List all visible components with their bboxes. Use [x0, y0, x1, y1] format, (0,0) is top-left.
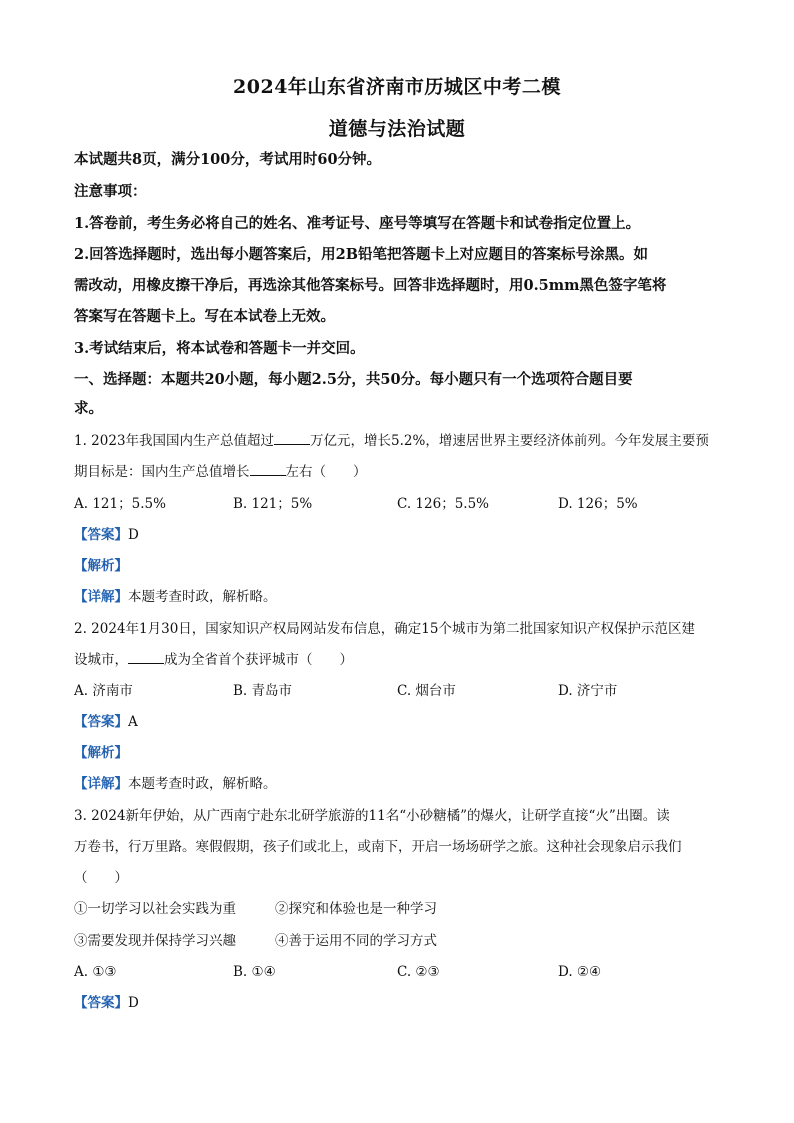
question-3-answer	[74, 993, 724, 1013]
notice-item-2-line-2: 需改动，用橡皮擦干净后，再选涂其他答案标号。回答非选择题时，用0.5mm黑色签字笔将	[74, 277, 667, 294]
detail-tag: 【详解】	[74, 589, 128, 605]
detail-text: 本题考查时政，解析略。	[128, 776, 277, 792]
question-1-option-c: C. 126；5.5%	[397, 496, 489, 512]
question-3-statement-4: ④善于运用不同的学习方式	[275, 933, 437, 949]
question-3-line-2: 万卷书，行万里路。寒假假期，孩子们或北上，或南下，开启一场场研学之旅。这种社会现象启示我们	[74, 839, 682, 855]
answer-value: D	[128, 527, 139, 543]
answer-blank	[274, 432, 310, 445]
question-2-option-c: C. 烟台市	[397, 683, 456, 699]
question-3-option-b: B. ①④	[233, 964, 276, 980]
answer-tag: 【答案】	[74, 527, 128, 543]
answer-tag: 【答案】	[74, 714, 128, 730]
section-heading-line-2: 求。	[74, 400, 103, 417]
question-2-text-b: 成为全省首个获评城市（ ）	[164, 652, 353, 668]
question-1-answer	[74, 525, 724, 545]
question-3-statement-3: ③需要发现并保持学习兴趣	[74, 933, 236, 949]
question-3-line-3: （ ）	[74, 870, 128, 886]
question-1-text-a: 1. 2023年我国国内生产总值超过	[74, 433, 275, 449]
question-2-option-d: D. 济宁市	[558, 683, 618, 699]
question-2-line-2	[74, 650, 724, 670]
question-3-option-a: A. ①③	[74, 964, 117, 980]
exam-subtitle: 道德与法治试题	[328, 118, 466, 140]
question-3-statement-1: ①一切学习以社会实践为重	[74, 901, 236, 917]
question-1-detail	[74, 587, 724, 607]
answer-blank	[128, 651, 164, 664]
question-3-line-1: 3. 2024新年伊始，从广西南宁赴东北研学旅游的11名“小砂糖橘”的爆火，让研学直接“火”出圈。读	[74, 808, 670, 824]
question-2-option-a: A. 济南市	[74, 683, 133, 699]
notice-item-3: 3.考试结束后，将本试卷和答题卡一并交回。	[74, 340, 365, 357]
question-2-answer	[74, 712, 724, 732]
question-2-detail	[74, 774, 724, 794]
question-3-statement-2: ②探究和体验也是一种学习	[275, 901, 437, 917]
answer-tag: 【答案】	[74, 995, 128, 1011]
question-1-text-b: 万亿元，增长5.2%，增速居世界主要经济体前列。今年发展主要预	[310, 433, 709, 449]
question-1-text-d: 左右（ ）	[285, 464, 367, 480]
question-2-option-b: B. 青岛市	[233, 683, 293, 699]
exam-info: 本试题共8页，满分100分，考试用时60分钟。	[74, 151, 382, 168]
notice-heading: 注意事项：	[74, 183, 147, 200]
detail-text: 本题考查时政，解析略。	[128, 589, 277, 605]
question-1-analysis	[74, 556, 724, 576]
question-2-analysis	[74, 743, 724, 763]
detail-tag: 【详解】	[74, 776, 128, 792]
question-3-option-c: C. ②③	[397, 964, 440, 980]
question-2-line-1: 2. 2024年1月30日，国家知识产权局网站发布信息，确定15个城市为第二批国家知识产权保护示范区建	[74, 621, 695, 637]
question-1-text-c: 期目标是：国内生产总值增长	[74, 464, 250, 480]
question-1-line-2	[74, 462, 724, 482]
question-2-text-a: 设城市，	[74, 652, 128, 668]
analysis-tag: 【解析】	[74, 745, 128, 761]
question-3-option-d: D. ②④	[558, 964, 602, 980]
question-1-option-d: D. 126；5%	[558, 496, 638, 512]
exam-title: 2024年山东省济南市历城区中考二模	[233, 76, 561, 98]
question-1-line-1	[74, 431, 724, 451]
answer-value: D	[128, 995, 139, 1011]
section-heading-line-1: 一、选择题：本题共20小题，每小题2.5分，共50分。每小题只有一个选项符合题目要	[74, 371, 633, 388]
question-1-option-b: B. 121；5%	[233, 496, 313, 512]
analysis-tag: 【解析】	[74, 558, 128, 574]
question-1-option-a: A. 121；5.5%	[74, 496, 166, 512]
notice-item-2-line-1: 2.回答选择题时，选出每小题答案后，用2B铅笔把答题卡上对应题目的答案标号涂黑。如	[74, 246, 648, 263]
notice-item-2-line-3: 答案写在答题卡上。写在本试卷上无效。	[74, 308, 335, 325]
notice-item-1: 1.答卷前，考生务必将自己的姓名、准考证号、座号等填写在答题卡和试卷指定位置上。	[74, 215, 641, 232]
answer-value: A	[128, 714, 138, 730]
answer-blank	[250, 463, 286, 476]
